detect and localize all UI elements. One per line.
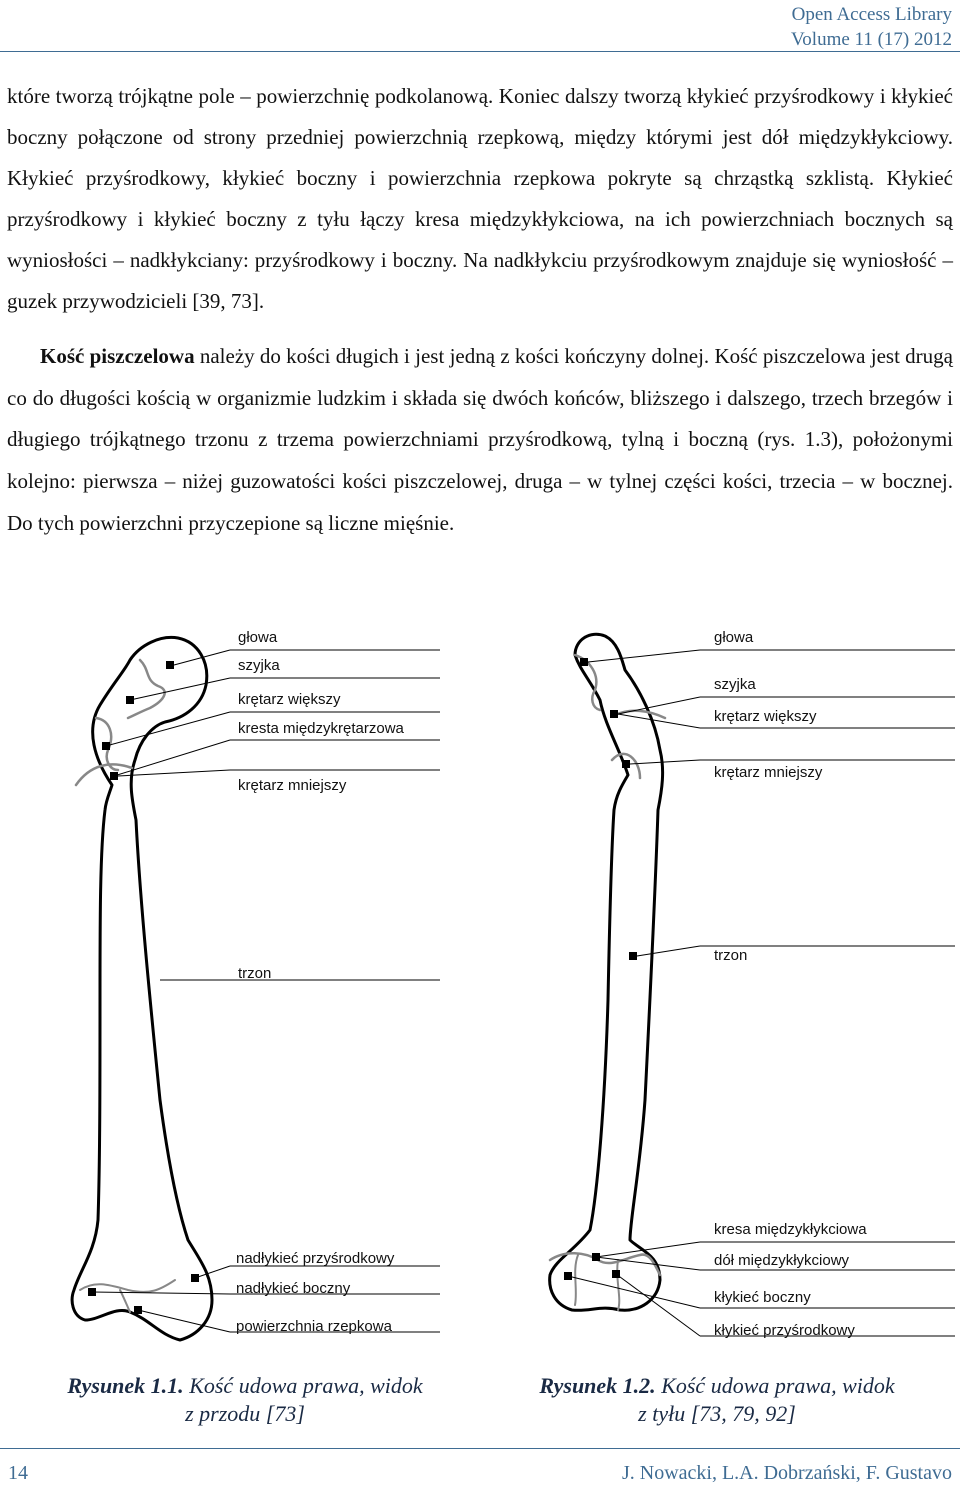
leader [174, 650, 230, 665]
label-szyjka-right: szyjka [714, 676, 756, 693]
label-glowa: głowa [238, 629, 278, 646]
femur-right-condyle-line-2 [575, 1255, 578, 1305]
journal-title: Open Access Library [791, 4, 952, 25]
femur-left-leaders [92, 650, 440, 1332]
leader [106, 712, 230, 746]
caption-2-number: Rysunek 1.2. [539, 1373, 656, 1398]
leader [138, 1310, 230, 1332]
caption-2-text-1: Kość udowa prawa, widok [655, 1373, 895, 1398]
label-kretarz-wiekszy-right: krętarz większy [714, 708, 817, 725]
label-kresa-right: kresa międzykłykciowa [714, 1221, 867, 1238]
label-klykiec-przysrodkowy-right: kłykieć przyśrodkowy [714, 1322, 855, 1339]
leader [130, 678, 230, 700]
marker [580, 658, 588, 666]
femur-right-condyle-line-3 [617, 1260, 619, 1310]
marker [610, 710, 618, 718]
journal-header [791, 2, 952, 52]
label-kresta: kresta międzykrętarzowa [238, 720, 404, 737]
paragraph-2 [7, 336, 953, 545]
femur-left-condyle-line-2 [120, 1290, 130, 1312]
caption-2-text-2: z tyłu [73, 79, 92] [638, 1401, 796, 1426]
femur-right-condyle-line [550, 1253, 660, 1275]
paragraph-1-text: które tworzą trójkątne pole – powierzchnię podkolanową. Koniec dalszy tworzą kłykieć przyśrodkowy i kłykieć boczny połączone od strony przedniej powierzchnią rzepkową, między którymi jest dół międzykłykciowy. Kłykieć przyśrodkowy, kłykieć boczny i powierzchnia rzepkowa pokryte są chrząstką szklistą. Kłykieć przyśrodkowy i kłykieć boczny z tyłu łączy kresa międzykłykciowa, na ich powierzchniach bocznych są wyniosłości – nadkłykciany: przyśrodkowy i boczny. Na nadkłykciu przyśrodkowym znajduje się wyniosłość – guzek przywodzicieli [39, 73]. [7, 84, 953, 313]
paragraph-2-bold-lead: Kość piszczelowa [40, 344, 195, 368]
label-nadklykiec-boczny: nadłykieć boczny [236, 1280, 351, 1297]
caption-1-number: Rysunek 1.1. [67, 1373, 184, 1398]
paragraph-2-text: należy do kości długich i jest jedną z kości kończyny dolnej. Kość piszczelowa jest drugą co do długości kością w organizmie ludzkim i składa się dwóch końców, bliższego i dalszego, trzech brzegów i długiego trójkątnego trzonu z trzema powierzchniami przyśrodkową, tylną i boczną (rys. 1.3), położonymi kolejno: pierwsza – niżej guzowatości kości piszczelowej, druga – w tylnej części kości, trzecia – w bocznej. Do tych powierzchni przyczepione są liczne mięśnie. [7, 344, 953, 535]
journal-volume: Volume 11 (17) 2012 [791, 29, 952, 50]
label-trzon: trzon [238, 965, 272, 982]
label-powierzchnia-rzepkowa: powierzchnia rzepkowa [236, 1318, 392, 1335]
leader [637, 946, 700, 956]
footer-rule [0, 1448, 960, 1449]
leader [118, 770, 230, 776]
leader [618, 697, 700, 714]
femur-left-outline [72, 637, 212, 1340]
footer-authors: J. Nowacki, L.A. Dobrzański, F. Gustavo [621, 1462, 952, 1484]
femur-posterior-drawing [550, 634, 665, 1310]
femur-left-head-line [128, 660, 165, 718]
caption-1-text-2: z przodu [73] [185, 1401, 305, 1426]
marker [166, 661, 174, 669]
caption-1-text-1: Kość udowa prawa, widok [183, 1373, 423, 1398]
femur-left-labels [236, 629, 405, 1335]
label-kretarz-mniejszy-right: krętarz mniejszy [714, 764, 823, 781]
paragraph-1 [7, 76, 953, 322]
label-dol-right: dół międzykłykciowy [714, 1252, 850, 1269]
label-klykiec-boczny-right: kłykieć boczny [714, 1289, 811, 1306]
leader [92, 1292, 230, 1294]
header-rule [0, 51, 960, 52]
leader [568, 1276, 700, 1308]
femur-right-outline [550, 634, 663, 1310]
label-trzon-right: trzon [714, 947, 748, 964]
femur-right-markers [564, 658, 637, 1280]
marker [622, 760, 630, 768]
femur-right-labels [714, 629, 867, 1339]
label-kretarz-wiekszy: krętarz większy [238, 691, 341, 708]
caption-figure-1-1 [30, 1372, 460, 1428]
label-kretarz-mniejszy: krętarz mniejszy [238, 777, 347, 794]
label-nadklykiec-przysrodkowy: nadłykieć przyśrodkowy [236, 1250, 395, 1267]
leader [630, 760, 700, 764]
label-glowa-right: głowa [714, 629, 754, 646]
leader [195, 1266, 230, 1278]
femur-anterior-drawing [72, 637, 212, 1340]
femur-figures [0, 600, 960, 1370]
marker [629, 952, 637, 960]
caption-figure-1-2 [502, 1372, 932, 1428]
leader [588, 650, 700, 662]
label-szyjka: szyjka [238, 657, 280, 674]
page-number: 14 [8, 1462, 28, 1484]
